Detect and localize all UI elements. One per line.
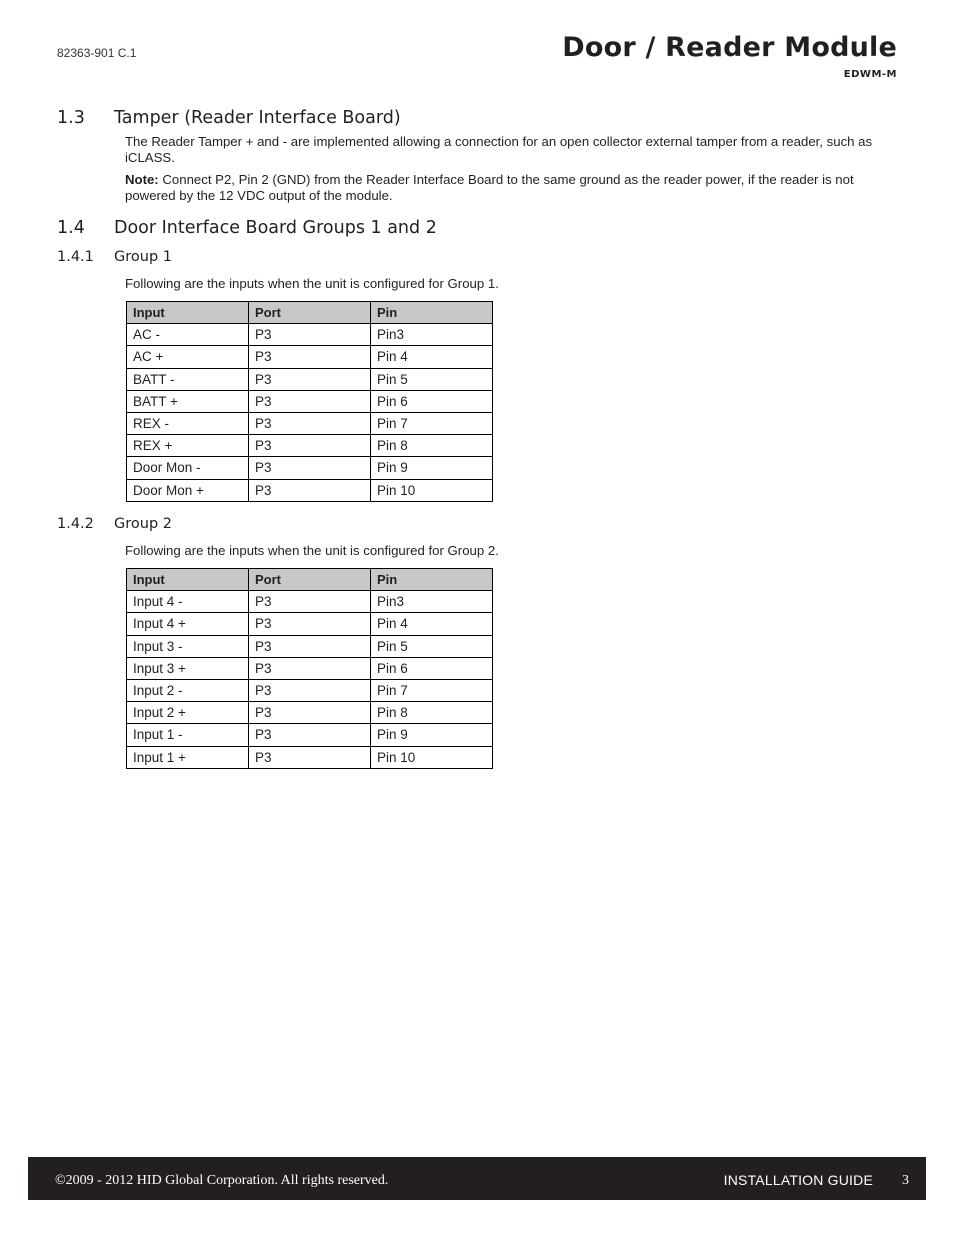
table-row [127, 324, 493, 346]
section-title: Group 2 [114, 516, 172, 532]
table-cell: Input 2 - [127, 679, 249, 701]
table-cell: Door Mon + [127, 479, 249, 501]
table-cell: Input 4 + [127, 613, 249, 635]
table-cell: BATT - [127, 368, 249, 390]
page-title: Door / Reader Module [562, 32, 897, 63]
table-cell: Input 2 + [127, 702, 249, 724]
column-header: Pin [371, 569, 493, 591]
table-row [127, 346, 493, 368]
group1-intro: Following are the inputs when the unit is configured for Group 1. [125, 276, 499, 291]
section-number: 1.4 [57, 218, 85, 238]
group1-table [126, 301, 493, 502]
table-cell: P3 [249, 591, 371, 613]
table-cell: REX - [127, 412, 249, 434]
table-cell: Pin 6 [371, 657, 493, 679]
table-row [127, 457, 493, 479]
section-heading-1-4-2 [57, 516, 172, 532]
section-title: Tamper (Reader Interface Board) [114, 108, 401, 128]
model-label: EDWM-M [843, 69, 897, 80]
table-cell: Door Mon - [127, 457, 249, 479]
note-text: Connect P2, Pin 2 (GND) from the Reader Interface Board to the same ground as the reader power, if the reader is not powered by the 12 VDC output of the module. [125, 172, 854, 203]
table-cell: Pin 4 [371, 346, 493, 368]
section-number: 1.4.2 [57, 516, 94, 532]
section-title: Door Interface Board Groups 1 and 2 [114, 218, 437, 238]
table-cell: Pin 5 [371, 368, 493, 390]
table-cell: Pin3 [371, 591, 493, 613]
table-cell: P3 [249, 635, 371, 657]
page-number: 3 [902, 1173, 909, 1188]
table-cell: AC + [127, 346, 249, 368]
column-header: Input [127, 302, 249, 324]
table-row [127, 657, 493, 679]
table-cell: Pin 4 [371, 613, 493, 635]
table-cell: P3 [249, 435, 371, 457]
column-header: Port [249, 302, 371, 324]
section-number: 1.3 [57, 108, 85, 128]
table-cell: P3 [249, 390, 371, 412]
table-row [127, 724, 493, 746]
section-heading-1-4-1 [57, 249, 172, 265]
table-cell: P3 [249, 613, 371, 635]
table-cell: Pin 6 [371, 390, 493, 412]
table-cell: Input 3 + [127, 657, 249, 679]
page-footer [28, 1157, 926, 1200]
table-cell: P3 [249, 746, 371, 768]
table-cell: Pin 5 [371, 635, 493, 657]
group2-intro: Following are the inputs when the unit is configured for Group 2. [125, 543, 499, 558]
table-row [127, 613, 493, 635]
table-cell: Input 1 + [127, 746, 249, 768]
table-cell: Input 1 - [127, 724, 249, 746]
table-row [127, 479, 493, 501]
table-cell: P3 [249, 657, 371, 679]
table-cell: P3 [249, 412, 371, 434]
group2-table [126, 568, 493, 769]
table-cell: P3 [249, 724, 371, 746]
table-row [127, 435, 493, 457]
table-cell: P3 [249, 457, 371, 479]
table-cell: P3 [249, 679, 371, 701]
section-number: 1.4.1 [57, 249, 94, 265]
section-heading-1-3 [57, 108, 401, 128]
column-header: Pin [371, 302, 493, 324]
table-cell: REX + [127, 435, 249, 457]
table-cell: Pin 7 [371, 412, 493, 434]
table-cell: BATT + [127, 390, 249, 412]
guide-label: INSTALLATION GUIDE [723, 1172, 873, 1188]
table-cell: Input 3 - [127, 635, 249, 657]
table-row [127, 635, 493, 657]
copyright-text: ©2009 - 2012 HID Global Corporation. All rights reserved. [55, 1173, 389, 1188]
column-header: Input [127, 569, 249, 591]
table-cell: Pin 8 [371, 702, 493, 724]
table-row [127, 412, 493, 434]
table-row [127, 368, 493, 390]
table-cell: AC - [127, 324, 249, 346]
table-cell: P3 [249, 324, 371, 346]
table-cell: Pin 8 [371, 435, 493, 457]
table-cell: P3 [249, 702, 371, 724]
table-cell: Pin 7 [371, 679, 493, 701]
table-row [127, 702, 493, 724]
table-row [127, 390, 493, 412]
table-cell: Pin 10 [371, 746, 493, 768]
table-cell: Input 4 - [127, 591, 249, 613]
column-header: Port [249, 569, 371, 591]
table-cell: P3 [249, 479, 371, 501]
section-heading-1-4 [57, 218, 437, 238]
table-row [127, 679, 493, 701]
table-cell: Pin 9 [371, 457, 493, 479]
note-label: Note: [125, 172, 159, 187]
table-header-row [127, 569, 493, 591]
table-row [127, 746, 493, 768]
tamper-note [125, 172, 895, 203]
table-cell: Pin 9 [371, 724, 493, 746]
table-cell: P3 [249, 346, 371, 368]
table-cell: Pin 10 [371, 479, 493, 501]
table-row [127, 591, 493, 613]
section-title: Group 1 [114, 249, 172, 265]
table-cell: P3 [249, 368, 371, 390]
tamper-paragraph: The Reader Tamper + and - are implemented allowing a connection for an open collector external tamper from a reader, such as iCLASS. [125, 134, 873, 165]
table-cell: Pin3 [371, 324, 493, 346]
doc-number: 82363-901 C.1 [57, 46, 137, 60]
table-header-row [127, 302, 493, 324]
